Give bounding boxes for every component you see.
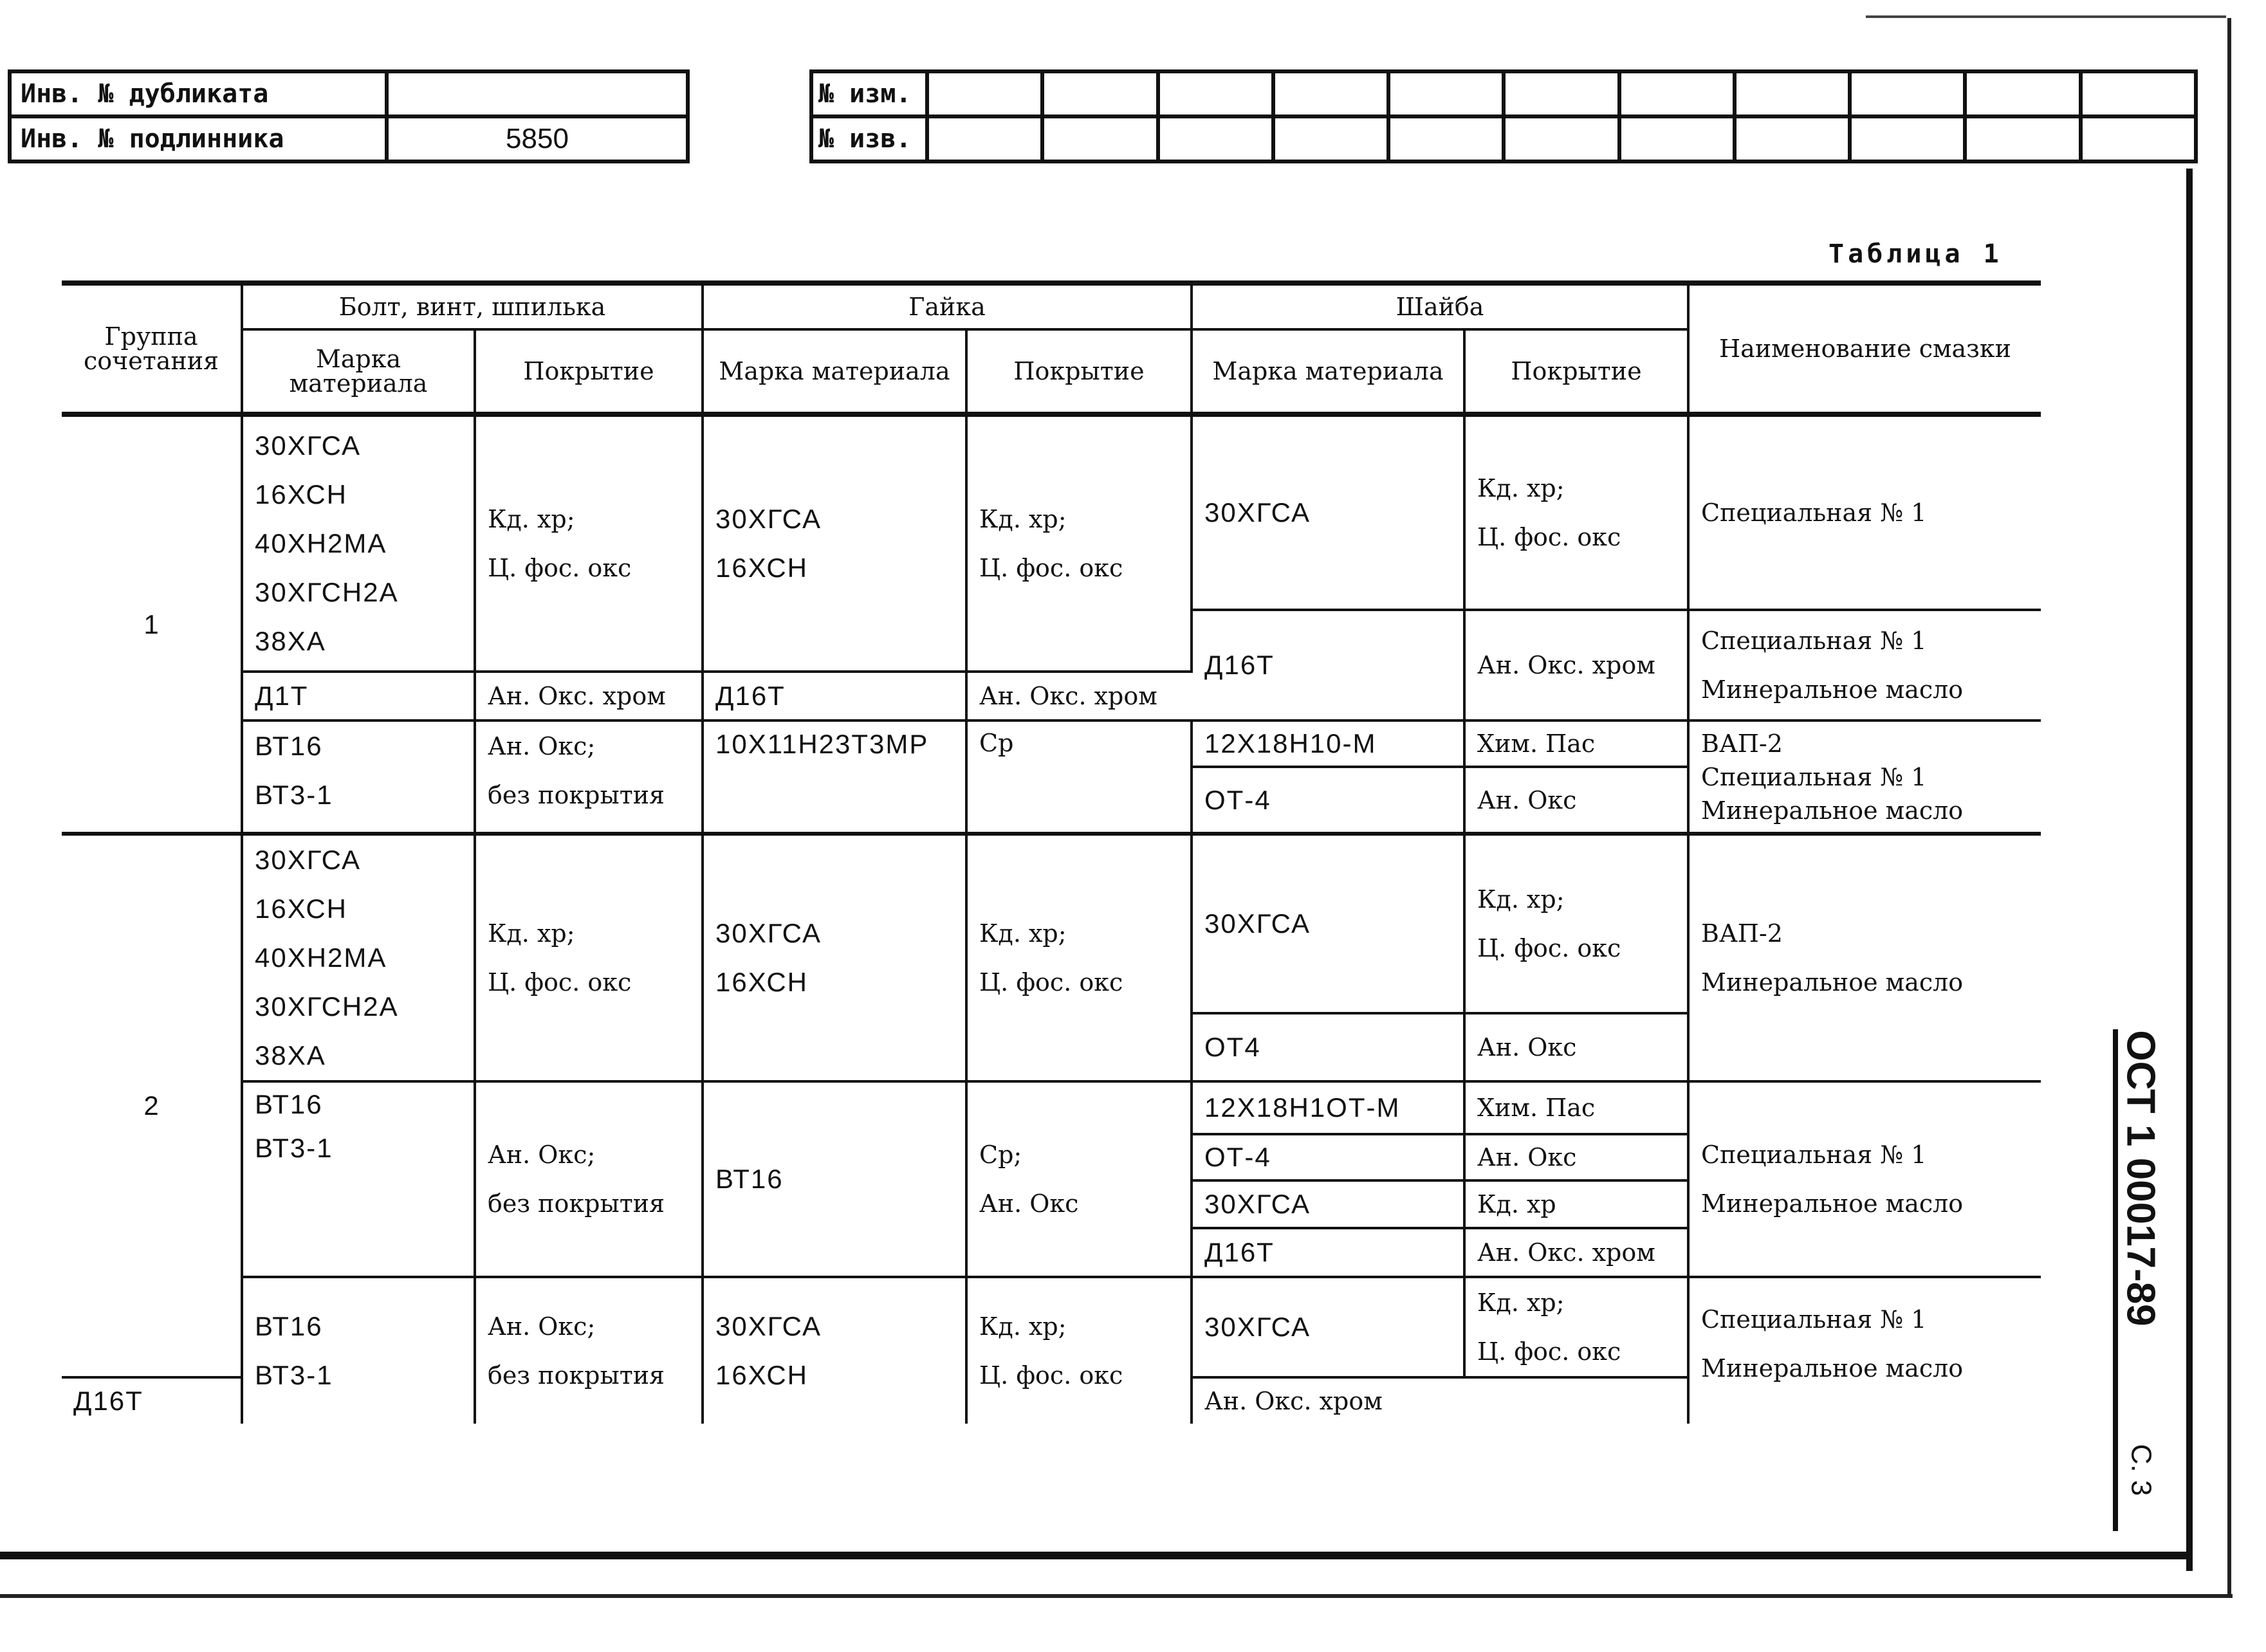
- stamp-cell: [1504, 116, 1619, 161]
- material-line: ВТ16: [255, 1311, 323, 1341]
- coating-line: Ц. фос. окс: [979, 1361, 1123, 1390]
- lubricant-line: Специальная № 1: [1701, 1305, 1927, 1334]
- g1c-washer1-coating: Хим. Пас: [1464, 720, 1688, 767]
- g1a-bolt-coating: [475, 414, 703, 672]
- group-number-2: 2: [62, 834, 242, 1377]
- coating-line: без покрытия: [488, 1361, 665, 1390]
- stamp-cell: [927, 116, 1042, 161]
- stamp-cell: [1504, 71, 1619, 116]
- materials-table: [62, 280, 2041, 1424]
- g2c-lubricant: [1688, 1277, 2041, 1424]
- header-bolt-material: Марка материала: [242, 329, 475, 414]
- stamp-cell: [2081, 71, 2196, 116]
- stamp-value-original: 5850: [387, 116, 688, 161]
- g2b-nut-coating: [966, 1081, 1192, 1277]
- material-line: 30ХГСА: [255, 845, 362, 875]
- g1a-washer2-coating: Ан. Окс. хром: [1464, 610, 1688, 720]
- stamp-cell: [1042, 71, 1157, 116]
- lubricant-line: Минеральное масло: [1701, 1354, 1964, 1382]
- g1a-nut-coating: [966, 414, 1192, 672]
- g2a-nut-coating: [966, 834, 1192, 1081]
- stamp-label-duplicate: Инв. № дубликата: [10, 71, 387, 116]
- g2c-washer2-coating: Ан. Окс. хром: [1192, 1377, 1464, 1424]
- lubricant-line: Минеральное масло: [1701, 1189, 1964, 1218]
- stamp-cell: [1273, 116, 1388, 161]
- g2c-nut-coating: [966, 1277, 1192, 1424]
- g2b-bolt-coating: [475, 1081, 703, 1277]
- coating-line: Кд. хр;: [979, 1312, 1067, 1341]
- g1a-bolt-material: [242, 414, 475, 672]
- stamp-cell: [1965, 71, 2080, 116]
- material-line: ВТ3-1: [255, 1360, 333, 1390]
- document-code: [2112, 1029, 2169, 1326]
- g1c-washer2-material: ОТ-4: [1192, 767, 1464, 834]
- material-line: ВТ16: [255, 731, 323, 761]
- lubricant-line: Минеральное масло: [1701, 675, 1964, 704]
- stamp-cell: [1735, 116, 1850, 161]
- g1a-washer2-lubricant: [1688, 610, 2041, 720]
- coating-line: Ц. фос. окс: [1477, 523, 1621, 551]
- g1c-washer2-coating: Ан. Окс: [1464, 767, 1688, 834]
- coating-line: Ц. фос. окс: [979, 554, 1123, 582]
- g2b-washer3-coating: Кд. хр: [1464, 1180, 1688, 1228]
- g1a-washer1-material: 30ХГСА: [1192, 414, 1464, 610]
- g2c-bolt-coating: [475, 1277, 703, 1424]
- material-line: 30ХГСА: [715, 918, 822, 948]
- frame-top-line: [1866, 15, 2226, 18]
- revision-stamp: [809, 69, 2198, 163]
- g2b-washer2-material: ОТ-4: [1192, 1134, 1464, 1180]
- coating-line: Ц. фос. окс: [488, 968, 632, 996]
- header-nut: Гайка: [703, 283, 1192, 329]
- g2a-nut-material: [703, 834, 966, 1081]
- material-line: 16ХСН: [255, 479, 347, 509]
- coating-line: Ц. фос. окс: [1477, 1337, 1621, 1366]
- coating-line: Ан. Окс;: [488, 732, 596, 760]
- lubricant-line: Специальная № 1: [1701, 763, 1927, 791]
- material-line: ВТ3-1: [255, 1133, 333, 1163]
- material-line: 30ХГСА: [715, 504, 822, 534]
- coating-line: Ц. фос. окс: [1477, 933, 1621, 962]
- document-code-text: ОСТ 1 00017-89: [2118, 1029, 2163, 1326]
- g2a-bolt-material: [242, 834, 475, 1081]
- material-line: 40ХН2МА: [255, 942, 387, 973]
- g1b-nut-coating: Ан. Окс. хром: [966, 672, 1192, 720]
- material-line: 16ХСН: [255, 894, 347, 924]
- stamp-cell: [1273, 71, 1388, 116]
- stamp-value-duplicate: [387, 71, 688, 116]
- group-number-1: 1: [62, 414, 242, 834]
- g1c-nut-material: 10Х11Н23Т3МР: [703, 720, 966, 834]
- material-line: 30ХГСН2А: [255, 991, 399, 1022]
- coating-line: Кд. хр;: [488, 505, 575, 533]
- coating-line: Ср;: [979, 1141, 1022, 1169]
- stamp-cell: [1388, 71, 1504, 116]
- g2b-washer1-coating: Хим. Пас: [1464, 1081, 1688, 1134]
- g2c-nut-material: [703, 1277, 966, 1424]
- material-line: 30ХГСА: [715, 1311, 822, 1341]
- coating-line: без покрытия: [488, 1189, 665, 1218]
- g1c-nut-coating: Ср: [966, 720, 1192, 834]
- g2a-washer1-coating: [1464, 834, 1688, 1013]
- g2a-bolt-coating: [475, 834, 703, 1081]
- table-caption: Таблица 1: [1828, 239, 2003, 269]
- lubricant-line: ВАП-2: [1701, 919, 1783, 948]
- g2c-washer1-coating: [1464, 1277, 1688, 1377]
- g2b-washer3-material: 30ХГСА: [1192, 1180, 1464, 1228]
- stamp-cell: [1850, 71, 1965, 116]
- coating-line: без покрытия: [488, 781, 665, 809]
- header-lubricant: Наименование смазки: [1688, 283, 2041, 414]
- g2a-washer2-coating: Ан. Окс: [1464, 1013, 1688, 1082]
- coating-line: Ан. Окс: [979, 1189, 1079, 1218]
- material-line: 40ХН2МА: [255, 528, 387, 558]
- stamp-cell: [2081, 116, 2196, 161]
- stamp-label-original: Инв. № подлинника: [10, 116, 387, 161]
- material-line: 30ХГСА: [255, 430, 362, 461]
- material-line: 30ХГСН2А: [255, 577, 399, 607]
- header-washer-coating: Покрытие: [1464, 329, 1688, 414]
- g1c-washer1-material: 12Х18Н10-М: [1192, 720, 1464, 767]
- inventory-stamp: [8, 69, 690, 163]
- material-line: 16ХСН: [715, 1360, 809, 1390]
- header-washer-material: Марка материала: [1192, 329, 1464, 414]
- lubricant-line: Специальная № 1: [1701, 1141, 1927, 1169]
- stamp-cell: [927, 71, 1042, 116]
- material-line: 16ХСН: [715, 553, 809, 583]
- stamp-cell: [1388, 116, 1504, 161]
- coating-line: Ц. фос. окс: [979, 968, 1123, 996]
- coating-line: Кд. хр;: [979, 919, 1067, 948]
- page-number-text: С. 3: [2124, 1444, 2157, 1496]
- stamp-label-notice-no: № изв.: [811, 116, 927, 161]
- page-number: [2112, 1428, 2169, 1512]
- coating-line: Кд. хр;: [979, 505, 1067, 533]
- g2c-washer1-material: 30ХГСА: [1192, 1277, 1464, 1377]
- g1a-nut-material: [703, 414, 966, 672]
- g1a-washer1-coating: [1464, 414, 1688, 610]
- g1c-bolt-material: [242, 720, 475, 834]
- coating-line: Кд. хр;: [1477, 1289, 1565, 1317]
- frame-outer-right-line: [2227, 18, 2231, 1598]
- coating-line: Ц. фос. окс: [488, 554, 632, 582]
- g1b-nut-material: Д16Т: [703, 672, 966, 720]
- g2c-washer2-material: Д16Т: [62, 1377, 242, 1424]
- material-line: 38ХА: [255, 1040, 326, 1070]
- g2b-bolt-material: [242, 1081, 475, 1277]
- stamp-cell: [1735, 71, 1850, 116]
- frame-bottom-line: [0, 1552, 2193, 1559]
- header-bolt-coating: Покрытие: [475, 329, 703, 414]
- g1a-washer2-material: Д16Т: [1192, 610, 1464, 720]
- coating-line: Ан. Окс;: [488, 1312, 596, 1341]
- g2b-lubricant: [1688, 1081, 2041, 1277]
- lubricant-line: Минеральное масло: [1701, 968, 1964, 996]
- g2b-washer1-material: 12Х18Н1ОТ-М: [1192, 1081, 1464, 1134]
- g2b-nut-material: ВТ16: [703, 1081, 966, 1277]
- frame-outer-bottom-line: [0, 1594, 2233, 1598]
- stamp-cell: [1619, 116, 1735, 161]
- lubricant-line: Минеральное масло: [1701, 796, 1964, 825]
- g1c-bolt-coating: [475, 720, 703, 834]
- stamp-cell: [1158, 116, 1273, 161]
- g2b-washer4-material: Д16Т: [1192, 1228, 1464, 1277]
- coating-line: Кд. хр;: [1477, 885, 1565, 913]
- header-bolt: Болт, винт, шпилька: [242, 283, 703, 329]
- g1a-washer1-lubricant: Специальная № 1: [1688, 414, 2041, 610]
- header-nut-material: Марка материала: [703, 329, 966, 414]
- g1b-bolt-material: Д1Т: [242, 672, 475, 720]
- g2a-lubricant: [1688, 834, 2041, 1081]
- frame-right-line: [2186, 169, 2193, 1571]
- stamp-cell: [1042, 116, 1157, 161]
- stamp-cell: [1619, 71, 1735, 116]
- g2a-washer1-material: 30ХГСА: [1192, 834, 1464, 1013]
- header-group: Группа сочетания: [62, 283, 242, 414]
- material-line: 16ХСН: [715, 967, 809, 997]
- stamp-label-change-no: № изм.: [811, 71, 927, 116]
- g1b-bolt-coating: Ан. Окс. хром: [475, 672, 703, 720]
- g2b-washer4-coating: Ан. Окс. хром: [1464, 1228, 1688, 1277]
- material-line: 38ХА: [255, 626, 326, 656]
- lubricant-line: ВАП-2: [1701, 730, 1783, 758]
- stamp-cell: [1158, 71, 1273, 116]
- coating-line: Кд. хр;: [1477, 474, 1565, 502]
- stamp-cell: [1850, 116, 1965, 161]
- material-line: ВТ3-1: [255, 780, 333, 810]
- header-washer: Шайба: [1192, 283, 1688, 329]
- g2a-washer2-material: ОТ4: [1192, 1013, 1464, 1082]
- g2b-washer2-coating: Ан. Окс: [1464, 1134, 1688, 1180]
- coating-line: Кд. хр;: [488, 919, 575, 948]
- material-line: ВТ16: [255, 1089, 323, 1119]
- g1c-lubricant: [1688, 720, 2041, 834]
- stamp-cell: [1965, 116, 2080, 161]
- coating-line: Ан. Окс;: [488, 1141, 596, 1169]
- header-nut-coating: Покрытие: [966, 329, 1192, 414]
- g2c-bolt-material: [242, 1277, 475, 1424]
- lubricant-line: Специальная № 1: [1701, 627, 1927, 655]
